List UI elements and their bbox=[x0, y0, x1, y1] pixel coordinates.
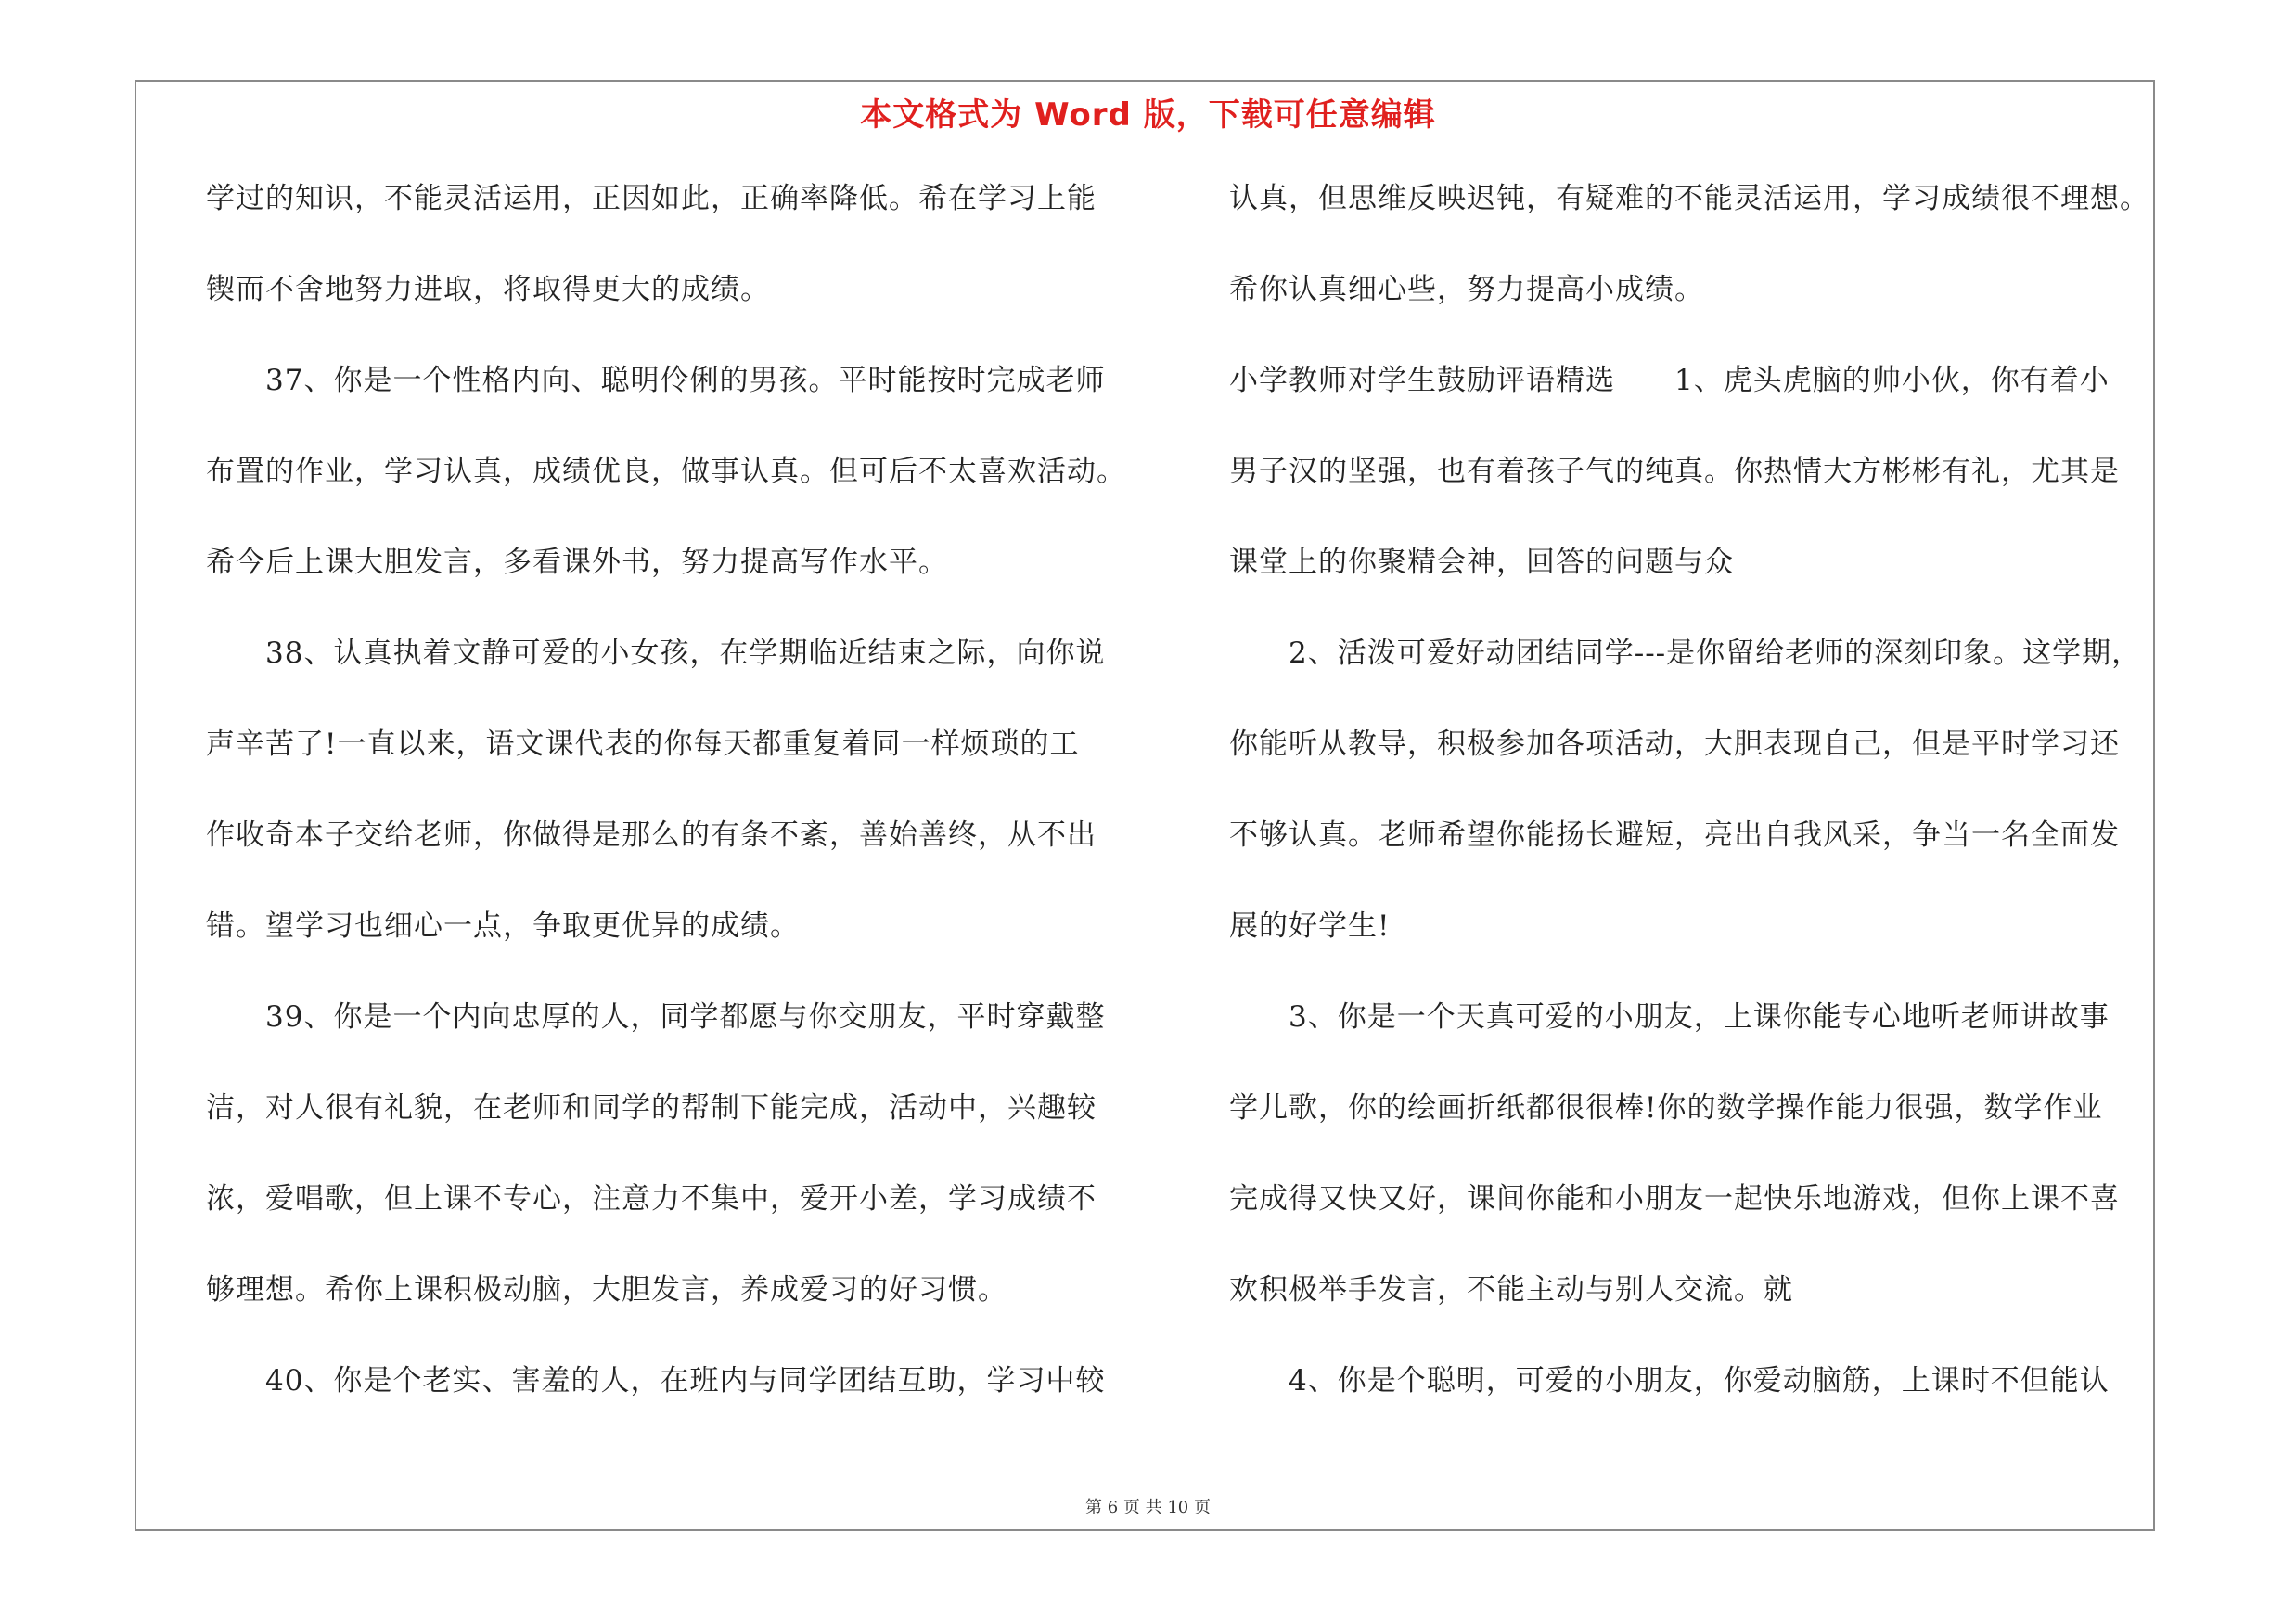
text-line: 布置的作业，学习认真，成绩优良，做事认真。但可后不太喜欢活动。 bbox=[206, 455, 1126, 488]
text-line: 39、你是一个内向忠厚的人，同学都愿与你交朋友，平时穿戴整 bbox=[206, 1000, 1106, 1034]
text-line: 男子汉的坚强，也有着孩子气的纯真。你热情大方彬彬有礼，尤其是 bbox=[1229, 455, 2120, 488]
text-line: 认真，但思维反映迟钝，有疑难的不能灵活运用，学习成绩很不理想。 bbox=[1229, 182, 2149, 215]
text-line: 希你认真细心些，努力提高小成绩。 bbox=[1229, 273, 1704, 306]
text-line: 展的好学生! bbox=[1229, 909, 1391, 943]
text-line: 小学教师对学生鼓励评语精选 1、虎头虎脑的帅小伙，你有着小 bbox=[1229, 364, 2110, 397]
text-line: 希今后上课大胆发言，多看课外书，努力提高写作水平。 bbox=[206, 546, 948, 579]
text-line: 学儿歌，你的绘画折纸都很很棒!你的数学操作能力很强，数学作业 bbox=[1229, 1091, 2103, 1125]
text-line: 锲而不舍地努力进取，将取得更大的成绩。 bbox=[206, 273, 770, 306]
text-line: 4、你是个聪明，可爱的小朋友，你爱动脑筋，上课时不但能认 bbox=[1229, 1364, 2110, 1398]
text-line: 完成得又快又好，课间你能和小朋友一起快乐地游戏，但你上课不喜 bbox=[1229, 1182, 2120, 1216]
text-line: 不够认真。老师希望你能扬长避短，亮出自我风采，争当一名全面发 bbox=[1229, 818, 2120, 852]
text-line: 38、认真执着文静可爱的小女孩，在学期临近结束之际，向你说 bbox=[206, 637, 1106, 670]
text-line: 学过的知识，不能灵活运用，正因如此，正确率降低。希在学习上能 bbox=[206, 182, 1097, 215]
page-number: 第 6 页 共 10 页 bbox=[1085, 1498, 1211, 1517]
text-line: 错。望学习也细心一点，争取更优异的成绩。 bbox=[206, 909, 800, 943]
text-line: 3、你是一个天真可爱的小朋友，上课你能专心地听老师讲故事 bbox=[1229, 1000, 2110, 1034]
text-line: 作收奇本子交给老师，你做得是那么的有条不紊，善始善终，从不出 bbox=[206, 818, 1097, 852]
text-line: 课堂上的你聚精会神，回答的问题与众 bbox=[1229, 546, 1734, 579]
text-line: 你能听从教导，积极参加各项活动，大胆表现自己，但是平时学习还 bbox=[1229, 728, 2120, 761]
text-line: 2、活泼可爱好动团结同学---是你留给老师的深刻印象。这学期， bbox=[1229, 637, 2142, 670]
text-line: 欢积极举手发言，不能主动与别人交流。就 bbox=[1229, 1273, 1793, 1307]
text-line: 浓，爱唱歌，但上课不专心，注意力不集中，爱开小差，学习成绩不 bbox=[206, 1182, 1097, 1216]
text-line: 40、你是个老实、害羞的人，在班内与同学团结互助，学习中较 bbox=[206, 1364, 1106, 1398]
format-banner: 本文格式为 Word 版，下载可任意编辑 bbox=[860, 97, 1436, 134]
text-line: 够理想。希你上课积极动脑，大胆发言，养成爱习的好习惯。 bbox=[206, 1273, 1007, 1307]
text-line: 声辛苦了!一直以来，语文课代表的你每天都重复着同一样烦琐的工 bbox=[206, 728, 1080, 761]
left-column bbox=[206, 180, 1124, 1453]
text-line: 洁，对人很有礼貌，在老师和同学的帮制下能完成，活动中，兴趣较 bbox=[206, 1091, 1097, 1125]
text-line: 37、你是一个性格内向、聪明伶俐的男孩。平时能按时完成老师 bbox=[206, 364, 1106, 397]
right-column bbox=[1229, 180, 2148, 1453]
